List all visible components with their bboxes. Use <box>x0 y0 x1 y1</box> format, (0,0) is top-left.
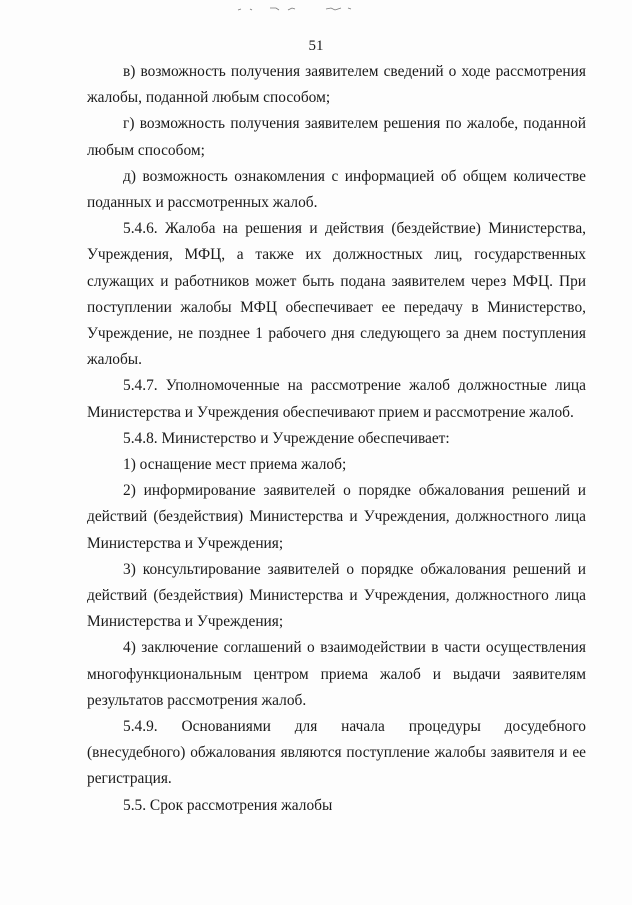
paragraph-5-4-9: 5.4.9. Основаниями для начала процедуры досудебного (внесудебного) обжалования являются поступление жалобы заявителя и ее регистрация. <box>87 718 586 788</box>
section-heading: 5.5. Срок рассмотрения жалобы <box>123 796 333 814</box>
paragraph-5-4-7: 5.4.7. Уполномоченные на рассмотрение жалоб должностные лица Министерства и Учреждения обеспечивают прием и рассмотрение жалоб. <box>87 377 586 421</box>
paragraph-item-g: г) возможность получения заявителем решения по жалобе, поданной любым способом; <box>87 115 586 159</box>
scan-artifact-marks <box>230 4 360 14</box>
paragraph-5-4-8: 5.4.8. Министерство и Учреждение обеспечивает: <box>123 429 450 447</box>
list-item-3: 3) консультирование заявителей о порядке обжалования решений и действий (бездействия) Министерства и Учреждения, должностного лица Министерства и Учреждения; <box>87 560 586 631</box>
paragraph-item-v: в) возможность получения заявителем сведений о ходе рассмотрения жалобы, поданной любым способом; <box>87 63 586 107</box>
paragraph-5-4-6: 5.4.6. Жалоба на решения и действия (бездействие) Министерства, Учреждения, МФЦ, а также их должностных лиц, государственных служащих и работников может быть подана заявителем через МФЦ. При поступлении жалобы МФЦ обеспечивает ее передачу в Министерство, Учреждение, не позднее 1 рабочего дня следующего за днем поступления жалобы. <box>87 220 586 369</box>
paragraph-item-d: д) возможность ознакомления с информацией об общем количестве поданных и рассмотренных жалоб. <box>87 167 586 212</box>
page-number: 51 <box>308 38 324 54</box>
document-body <box>87 59 586 819</box>
list-item-2: 2) информирование заявителей о порядке обжалования решений и действий (бездействия) Министерства и Учреждения, должностного лица Министерства и Учреждения; <box>87 482 586 552</box>
list-item-1: 1) оснащение мест приема жалоб; <box>123 456 347 474</box>
list-item-4: 4) заключение соглашений о взаимодействии в части осуществления многофункциональным центром приема жалоб и выдачи заявителям результатов рассмотрения жалоб. <box>87 639 586 709</box>
